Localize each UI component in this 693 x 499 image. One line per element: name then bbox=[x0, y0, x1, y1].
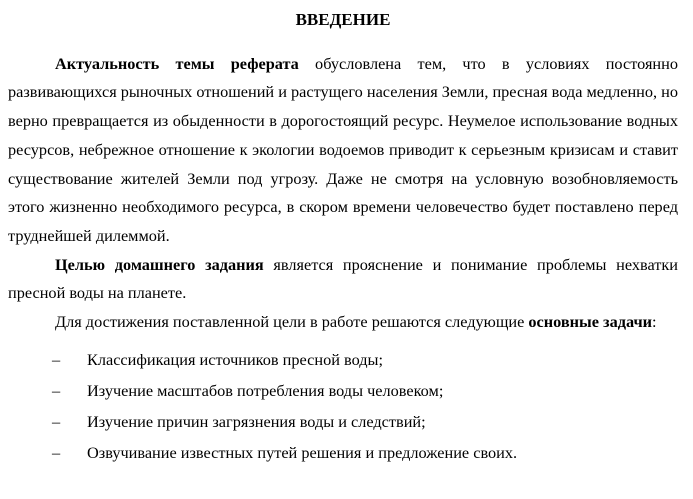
task-list-item-text: Классификация источников пресной воды; bbox=[87, 349, 384, 369]
task-list-item-text: Изучение масштабов потребления воды человеком; bbox=[87, 380, 444, 400]
document-title: ВВЕДЕНИЕ bbox=[295, 10, 391, 29]
paragraph-goal-text: является прояснение и понимание проблемы нехватки пресной воды на планете. bbox=[8, 254, 679, 303]
task-list-item bbox=[8, 439, 678, 468]
paragraph-goal bbox=[8, 251, 678, 308]
dash-marker: – bbox=[52, 412, 61, 432]
task-list-item bbox=[8, 346, 678, 375]
paragraph-tasks-intro-text: Для достижения поставленной цели в работе решаются следующие bbox=[55, 312, 529, 332]
paragraph-goal-bold-lead: Целью домашнего задания bbox=[55, 254, 264, 274]
dash-marker: – bbox=[52, 380, 61, 400]
paragraph-relevance bbox=[8, 50, 678, 251]
task-list-item bbox=[8, 408, 678, 437]
paragraph-tasks-intro-colon: : bbox=[652, 312, 657, 332]
paragraph-tasks-intro-bold: основные задачи bbox=[528, 312, 653, 332]
task-list bbox=[8, 346, 678, 468]
paragraph-tasks-intro bbox=[8, 308, 678, 337]
dash-marker: – bbox=[52, 349, 61, 369]
task-list-item bbox=[8, 377, 678, 406]
dash-marker: – bbox=[52, 443, 61, 463]
paragraph-relevance-text: обусловлена тем, что в условиях постоянно развивающихся рыночных отношений и растущего населения Земли, пресная вода медленно, но верно превращается из обыденности в дорогостоящий ресурс. Неумелое использование водных ресурсов, небрежное отношение к экологии водоемов приводит к серьезным кризисам и ставит существование жителей Земли под угрозу. Даже не смотря на условную возобновляемость этого жизненно необходимого ресурса, в скором времени человечество будет поставлено перед труднейшей дилеммой. bbox=[8, 53, 679, 245]
paragraph-relevance-bold-lead: Актуальность темы реферата bbox=[55, 53, 299, 73]
task-list-item-text: Изучение причин загрязнения воды и следствий; bbox=[87, 412, 426, 432]
task-list-item-text: Озвучивание известных путей решения и предложение своих. bbox=[87, 443, 518, 463]
